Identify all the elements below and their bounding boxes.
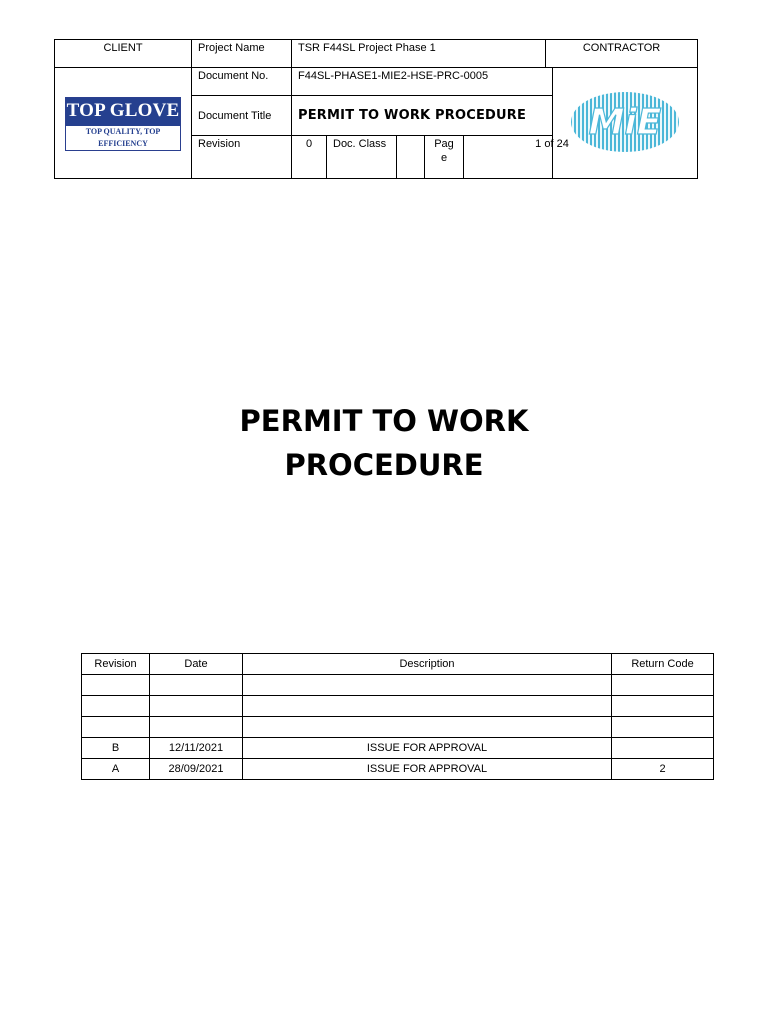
return-code-cell — [612, 675, 714, 696]
table-row — [82, 717, 714, 738]
document-no-value: F44SL-PHASE1-MIE2-HSE-PRC-0005 — [292, 68, 553, 96]
doc-class-value — [397, 136, 425, 179]
description-cell — [243, 675, 612, 696]
return-code-cell: 2 — [612, 759, 714, 780]
revision-cell — [82, 717, 150, 738]
revision-cell: A — [82, 759, 150, 780]
description-cell — [243, 717, 612, 738]
description-cell: ISSUE FOR APPROVAL — [243, 759, 612, 780]
document-title-label: Document Title — [192, 96, 292, 136]
column-header-date: Date — [150, 654, 243, 675]
date-cell — [150, 717, 243, 738]
column-header-revision: Revision — [82, 654, 150, 675]
page-value — [464, 136, 569, 179]
mie-logo-text: MiE — [588, 101, 662, 143]
return-code-cell — [612, 696, 714, 717]
revision-history-table — [81, 653, 714, 780]
mie-logo — [569, 90, 681, 154]
revision-cell — [82, 675, 150, 696]
document-header-table — [54, 39, 698, 179]
description-cell: ISSUE FOR APPROVAL — [243, 738, 612, 759]
main-title-line-1: PERMIT TO WORK — [239, 404, 529, 438]
revision-label: Revision — [192, 136, 292, 179]
date-cell — [150, 675, 243, 696]
return-code-cell — [612, 738, 714, 759]
date-cell: 12/11/2021 — [150, 738, 243, 759]
description-cell — [243, 696, 612, 717]
page-label — [425, 136, 464, 179]
table-row — [82, 696, 714, 717]
return-code-cell — [612, 717, 714, 738]
contractor-logo-cell — [553, 68, 698, 179]
revision-table-header-row — [82, 654, 714, 675]
revision-cell: B — [82, 738, 150, 759]
table-row — [82, 759, 714, 780]
page-label-part-2: e — [440, 152, 448, 164]
client-label: CLIENT — [55, 40, 192, 68]
revision-value: 0 — [292, 136, 327, 179]
date-cell: 28/09/2021 — [150, 759, 243, 780]
column-header-return-code: Return Code — [612, 654, 714, 675]
table-row — [82, 738, 714, 759]
main-title-line-2: PROCEDURE — [284, 448, 484, 482]
document-no-label: Document No. — [192, 68, 292, 96]
date-cell — [150, 696, 243, 717]
client-logo-cell — [55, 68, 192, 179]
table-row — [82, 675, 714, 696]
document-title-value: PERMIT TO WORK PROCEDURE — [292, 96, 553, 136]
project-name-label: Project Name — [192, 40, 292, 68]
top-glove-logo-name: TOP GLOVE — [66, 98, 180, 124]
page-label-part-1: Pag — [434, 138, 454, 150]
contractor-label: CONTRACTOR — [582, 42, 661, 54]
page-value-text: 1 of 24 — [535, 138, 569, 150]
top-glove-logo-tagline: TOP QUALITY, TOP EFFICIENCY — [66, 124, 180, 150]
column-header-description: Description — [243, 654, 612, 675]
revision-cell — [82, 696, 150, 717]
project-name-value: TSR F44SL Project Phase 1 — [292, 40, 546, 67]
doc-class-label: Doc. Class — [327, 136, 397, 179]
top-glove-logo — [65, 97, 181, 151]
